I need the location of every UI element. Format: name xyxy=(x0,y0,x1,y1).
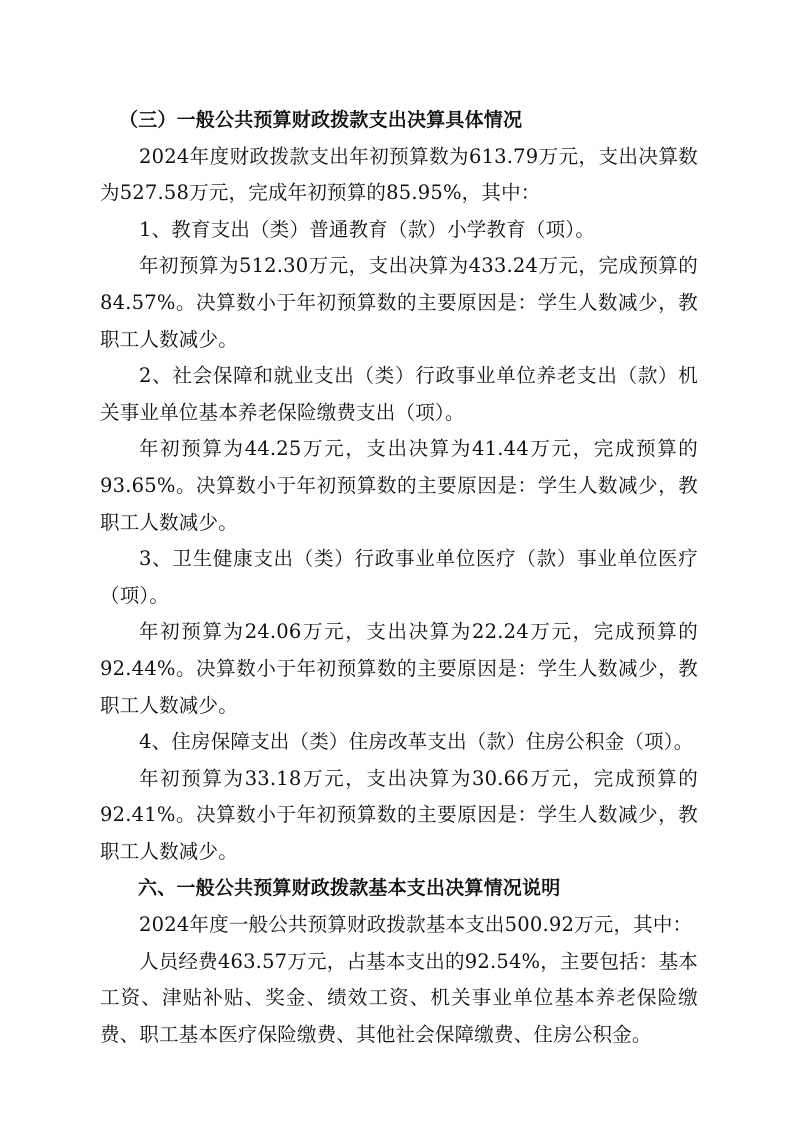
paragraph: 年初预算为44.25万元，支出决算为41.44万元，完成预算的93.65%。决算数小于年初预算数的主要原因是：学生人数减少，教职工人数减少。 xyxy=(100,437,698,534)
paragraph: 人员经费463.57万元，占基本支出的92.54%，主要包括：基本工资、津贴补贴、奖金、绩效工资、机关事业单位基本养老保险缴费、职工基本医疗保险缴费、其他社会保障缴费、住房公积金。 xyxy=(100,949,698,1046)
paragraph: 2024年度财政拨款支出年初预算数为613.79万元，支出决算数为527.58万元，完成年初预算的85.95%，其中： xyxy=(100,144,698,205)
paragraph: 年初预算为512.30万元，支出决算为433.24万元，完成预算的84.57%。决算数小于年初预算数的主要原因是：学生人数减少，教职工人数减少。 xyxy=(100,254,698,351)
paragraph: 2、社会保障和就业支出（类）行政事业单位养老支出（款）机关事业单位基本养老保险缴费支出（项）。 xyxy=(100,364,698,424)
paragraph: 年初预算为33.18万元，支出决算为30.66万元，完成预算的92.41%。决算数小于年初预算数的主要原因是：学生人数减少，教职工人数减少。 xyxy=(100,766,698,863)
document-page xyxy=(100,102,698,1053)
paragraph: 2024年度一般公共预算财政拨款基本支出500.92万元，其中： xyxy=(139,913,693,937)
paragraph: 3、卫生健康支出（类）行政事业单位医疗（款）事业单位医疗（项）。 xyxy=(100,547,698,607)
paragraph: 1、教育支出（类）普通教育（款）小学教育（项）。 xyxy=(139,217,595,241)
paragraph: 4、住房保障支出（类）住房改革支出（款）住房公积金（项）。 xyxy=(139,730,694,754)
section-heading: （三）一般公共预算财政拨款支出决算具体情况 xyxy=(119,109,523,131)
section-heading: 六、一般公共预算财政拨款基本支出决算情况说明 xyxy=(138,877,561,900)
paragraph: 年初预算为24.06万元，支出决算为22.24万元，完成预算的92.44%。决算数小于年初预算数的主要原因是：学生人数减少，教职工人数减少。 xyxy=(100,620,698,717)
